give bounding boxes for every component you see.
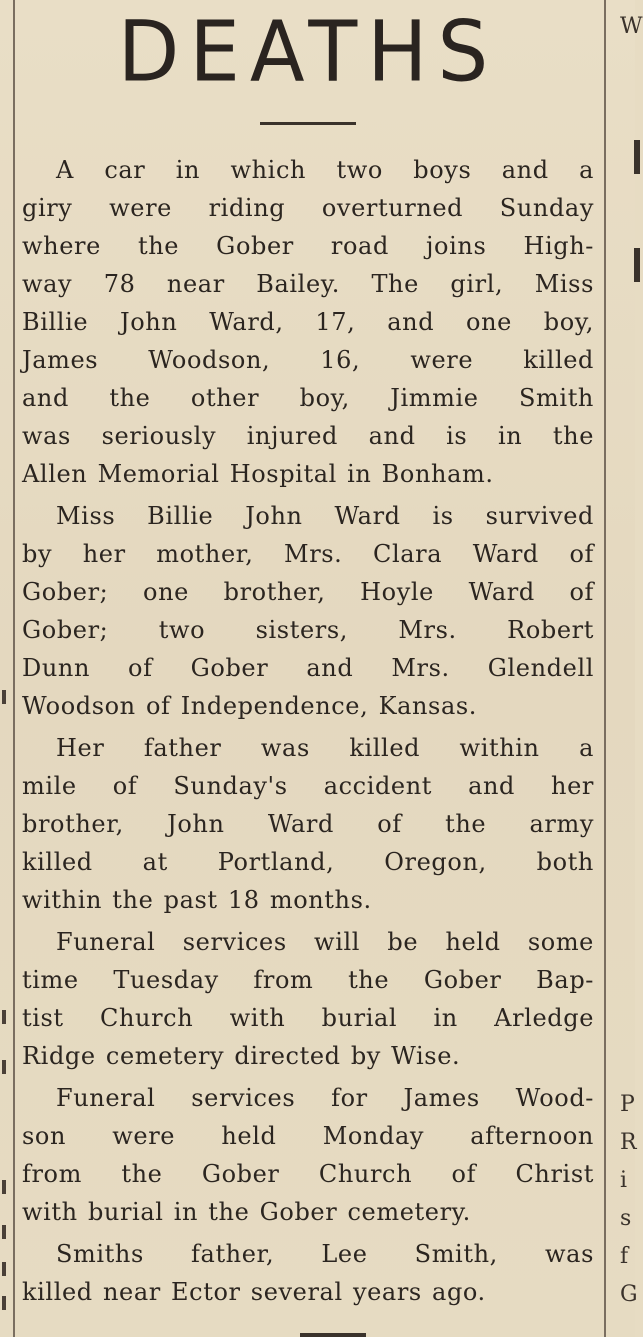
headline-divider — [260, 122, 356, 125]
article-body — [22, 151, 594, 1311]
paragraph-line: tist Church with burial in Arledge — [22, 1004, 594, 1032]
paragraph-line: killed at Portland, Oregon, both — [22, 848, 594, 876]
paragraph-line: way 78 near Bailey. The girl, Miss — [22, 270, 594, 298]
paragraph-line: Billie John Ward, 17, and one boy, — [22, 308, 594, 336]
right-fragment-5: f — [620, 1244, 629, 1269]
right-column-rule — [604, 0, 606, 1337]
paragraph-line: Woodson of Independence, Kansas. — [22, 692, 478, 720]
paragraph-line: Ridge cemetery directed by Wise. — [22, 1042, 461, 1070]
left-column-edge — [0, 0, 12, 1337]
paragraph-line: giry were riding overturned Sunday — [22, 194, 594, 222]
paragraph-line: Dunn of Gober and Mrs. Glendell — [22, 654, 594, 682]
paragraph-line: Funeral services for James Wood- — [56, 1084, 594, 1112]
paragraph-line: by her mother, Mrs. Clara Ward of — [22, 540, 594, 568]
right-column-edge — [608, 0, 643, 1337]
paragraph-line: James Woodson, 16, were killed — [22, 346, 594, 374]
article-paragraph — [22, 151, 594, 493]
paragraph-line: A car in which two boys and a — [56, 156, 594, 184]
article-headline: DEATHS — [117, 2, 499, 101]
paragraph-line: was seriously injured and is in the — [22, 422, 594, 450]
paragraph-line: and the other boy, Jimmie Smith — [22, 384, 594, 412]
paragraph-line: Allen Memorial Hospital in Bonham. — [22, 460, 494, 488]
paragraph-line: brother, John Ward of the army — [22, 810, 594, 838]
right-fragment-4: s — [620, 1206, 632, 1231]
paragraph-line: Smiths father, Lee Smith, was — [56, 1240, 594, 1268]
paragraph-line: with burial in the Gober cemetery. — [22, 1198, 471, 1226]
right-fragment-1: P — [620, 1092, 635, 1117]
right-fragment-6: G — [620, 1282, 638, 1307]
paragraph-line: from the Gober Church of Christ — [22, 1160, 594, 1188]
paragraph-line: Her father was killed within a — [56, 734, 594, 762]
article-paragraph — [22, 729, 594, 919]
paragraph-line: within the past 18 months. — [22, 886, 372, 914]
article-paragraph — [22, 923, 594, 1075]
deaths-article — [22, 0, 594, 1315]
paragraph-line: Funeral services will be held some — [56, 928, 594, 956]
paragraph-line: Miss Billie John Ward is survived — [56, 502, 594, 530]
paragraph-line: mile of Sunday's accident and her — [22, 772, 594, 800]
paragraph-line: where the Gober road joins High- — [22, 232, 594, 260]
left-column-rule — [13, 0, 15, 1337]
paragraph-line: Gober; one brother, Hoyle Ward of — [22, 578, 594, 606]
paragraph-line: Gober; two sisters, Mrs. Robert — [22, 616, 594, 644]
paragraph-line: time Tuesday from the Gober Bap- — [22, 966, 594, 994]
right-fragment-0: W — [620, 14, 643, 39]
paragraph-line: son were held Monday afternoon — [22, 1122, 594, 1150]
article-paragraph — [22, 1235, 594, 1311]
right-fragment-3: i — [620, 1168, 628, 1193]
article-paragraph — [22, 1079, 594, 1231]
article-paragraph — [22, 497, 594, 725]
bottom-divider — [300, 1333, 366, 1337]
right-fragment-2: R — [620, 1130, 637, 1155]
paragraph-line: killed near Ector several years ago. — [22, 1278, 486, 1306]
